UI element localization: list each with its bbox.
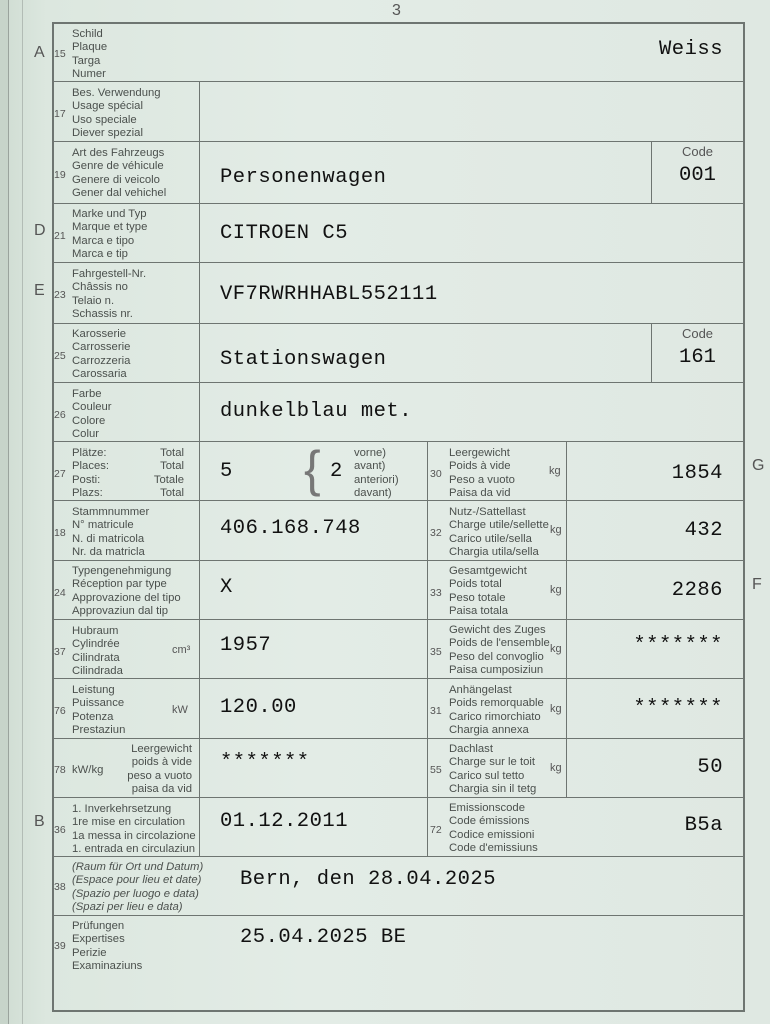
front-labels: vorne) avant) anteriori) davant) — [354, 447, 399, 499]
row-number: 27 — [54, 468, 66, 480]
divider — [566, 620, 567, 679]
displacement-value: 1957 — [220, 634, 272, 657]
divider — [427, 679, 428, 739]
divider — [566, 501, 567, 561]
divider — [199, 204, 200, 263]
divider — [199, 383, 200, 442]
row-number: 78 — [54, 764, 66, 776]
divider — [199, 501, 200, 561]
seats-total-value: 5 — [220, 460, 233, 483]
row-number: 38 — [54, 881, 66, 893]
train-weight-value: ******* — [633, 634, 723, 657]
margin-letter-d: D — [34, 222, 46, 239]
row-number: 36 — [54, 824, 66, 836]
row-labels: Emissionscode Code émissions Codice emissioni Code d'emissiuns — [449, 802, 538, 854]
row-first-registration-emissions — [54, 797, 743, 857]
row-labels: Nutz-/Sattellast Charge utile/sellette Carico utile/sella Chargia utila/sella — [449, 506, 549, 558]
row-labels: Typengenehmigung Réception par type Approvazione del tipo Approvaziun dal tip — [72, 565, 181, 617]
unit-label: kg — [550, 524, 562, 536]
place-date-value: Bern, den 28.04.2025 — [240, 868, 497, 891]
row-labels: Leistung Puissance Potenza Prestaziun — [72, 684, 126, 736]
row-labels: Fahrgestell-Nr. Châssis no Telaio n. Schassis nr. — [72, 268, 147, 320]
row-number: 32 — [430, 527, 442, 539]
row-labels: Anhängelast Poids remorquable Carico rimorchiato Chargia annexa — [449, 684, 544, 736]
row-labels: Karosserie Carrosserie Carrozzeria Carossaria — [72, 328, 131, 380]
code-value: 161 — [679, 346, 716, 369]
row-labels: 1. Inverkehrsetzung 1re mise en circulation 1a messa in circolazione 1. entrada en circulaziun — [72, 803, 196, 855]
row-number: 31 — [430, 705, 442, 717]
row-make-model — [54, 203, 743, 263]
row-place-date — [54, 856, 743, 916]
row-number: 17 — [54, 108, 66, 120]
divider — [427, 798, 428, 857]
inspection-value: 25.04.2025 BE — [240, 926, 407, 949]
row-displacement-train-weight — [54, 619, 743, 679]
divider — [199, 324, 200, 383]
brace-icon: { — [304, 441, 321, 497]
divider — [199, 739, 200, 798]
row-labels: Farbe Couleur Colore Colur — [72, 388, 112, 440]
page-edge — [0, 0, 9, 1024]
divider — [566, 442, 567, 501]
divider — [199, 561, 200, 620]
row-power-towing — [54, 678, 743, 739]
row-seats-empty-weight — [54, 441, 743, 501]
row-number: 24 — [54, 587, 66, 599]
row-number: 39 — [54, 940, 66, 952]
row-labels: Leergewicht poids à vide peso a vuoto paisa da vid — [127, 743, 192, 795]
row-labels: (Raum für Ort und Datum) (Espace pour lieu et date) (Spazio per luogo e data) (Spazi per lieu e data) — [72, 861, 204, 913]
unit-label: kg — [550, 762, 562, 774]
row-vehicle-type — [54, 141, 743, 204]
row-color — [54, 382, 743, 442]
divider — [199, 442, 200, 501]
emissions-code-value: B5a — [684, 814, 723, 837]
row-labels: Plätze: Places: Posti: Plazs: — [72, 447, 110, 499]
color-value: dunkelblau met. — [220, 400, 413, 423]
seats-front-value: 2 — [330, 460, 343, 483]
row-labels: Dachlast Charge sur le toit Carico sul tetto Chargia sin il tetg — [449, 743, 537, 795]
row-number: 23 — [54, 289, 66, 301]
row-labels: Bes. Verwendung Usage spécial Uso speciale Diever spezial — [72, 87, 161, 139]
divider — [199, 82, 200, 142]
margin-letter-g: G — [752, 457, 765, 474]
divider — [427, 442, 428, 501]
divider — [199, 679, 200, 739]
divider — [566, 679, 567, 739]
code-box — [651, 142, 743, 204]
divider — [427, 620, 428, 679]
body-value: Stationswagen — [220, 348, 387, 371]
row-type-approval-total-weight — [54, 560, 743, 620]
row-labels: Leergewicht Poids à vide Peso a vuoto Paisa da vid — [449, 447, 515, 499]
margin-letter-f: F — [752, 576, 762, 593]
unit-label: kg — [550, 703, 562, 715]
payload-value: 432 — [684, 519, 723, 542]
row-number: 33 — [430, 587, 442, 599]
master-number-value: 406.168.748 — [220, 517, 361, 540]
row-number: 19 — [54, 169, 66, 181]
code-value: 001 — [679, 164, 716, 187]
unit-label: cm³ — [172, 644, 191, 656]
unit-label: kg — [549, 465, 561, 477]
row-special-use — [54, 81, 743, 142]
row-master-number-payload — [54, 500, 743, 561]
row-number: 21 — [54, 230, 66, 242]
row-number: 35 — [430, 646, 442, 658]
margin-letter-b: B — [34, 813, 45, 830]
total-labels: Total Total Totale Total — [153, 447, 184, 499]
registration-form — [52, 22, 745, 1012]
unit-label: kW — [172, 704, 188, 716]
code-box — [651, 324, 743, 383]
make-model-value: CITROEN C5 — [220, 222, 349, 245]
row-number: 26 — [54, 409, 66, 421]
row-number: 30 — [430, 468, 442, 480]
ratio-unit-label: kW/kg — [72, 764, 104, 776]
row-number: 76 — [54, 705, 66, 717]
code-label: Code — [681, 326, 714, 341]
row-labels: Art des Fahrzeugs Genre de véhicule Genere di veicolo Gener dal vehichel — [72, 147, 167, 199]
divider — [427, 501, 428, 561]
unit-label: kg — [550, 643, 562, 655]
margin-letter-e: E — [34, 282, 45, 299]
row-number: 37 — [54, 646, 66, 658]
row-number: 55 — [430, 764, 442, 776]
power-ratio-value: ******* — [220, 751, 310, 774]
row-labels: Stammnummer N° matricule N. di matricola Nr. da matricla — [72, 506, 150, 558]
binding-line — [22, 0, 23, 1024]
divider — [199, 263, 200, 324]
first-registration-value: 01.12.2011 — [220, 810, 349, 833]
margin-letter-a: A — [34, 44, 45, 61]
row-inspections — [54, 915, 743, 1013]
row-body — [54, 323, 743, 383]
divider — [199, 620, 200, 679]
divider — [566, 561, 567, 620]
power-value: 120.00 — [220, 696, 297, 719]
row-labels: Gesamtgewicht Poids total Peso totale Paisa totala — [449, 565, 527, 617]
divider — [566, 739, 567, 798]
code-label: Code — [681, 144, 714, 159]
chassis-value: VF7RWRHHABL552111 — [220, 283, 438, 306]
total-weight-value: 2286 — [671, 579, 723, 602]
towing-value: ******* — [633, 697, 723, 720]
vehicle-type-value: Personenwagen — [220, 166, 387, 189]
roof-load-value: 50 — [697, 756, 723, 779]
row-number: 18 — [54, 527, 66, 539]
divider — [199, 798, 200, 857]
row-chassis — [54, 262, 743, 324]
empty-weight-value: 1854 — [671, 462, 723, 485]
unit-label: kg — [550, 584, 562, 596]
row-labels: Gewicht des Zuges Poids de l'ensemble Peso del convoglio Paisa cumposiziun — [449, 624, 550, 676]
divider — [427, 739, 428, 798]
row-number: 72 — [430, 824, 442, 836]
page-number: 3 — [392, 2, 401, 19]
row-plate — [54, 24, 743, 81]
row-labels: Marke und Typ Marque et type Marca e tipo Marca e tip — [72, 208, 148, 260]
plate-value: Weiss — [658, 38, 723, 61]
divider — [427, 561, 428, 620]
row-power-ratio-roof-load — [54, 738, 743, 798]
row-number: 25 — [54, 350, 66, 362]
row-labels: Prüfungen Expertises Perizie Examinaziuns — [72, 920, 143, 972]
row-labels: Hubraum Cylindrée Cilindrata Cilindrada — [72, 625, 123, 677]
type-approval-value: X — [220, 576, 233, 599]
divider — [199, 142, 200, 204]
row-number: 15 — [54, 48, 66, 60]
row-labels: Schild Plaque Targa Numer — [72, 28, 108, 80]
